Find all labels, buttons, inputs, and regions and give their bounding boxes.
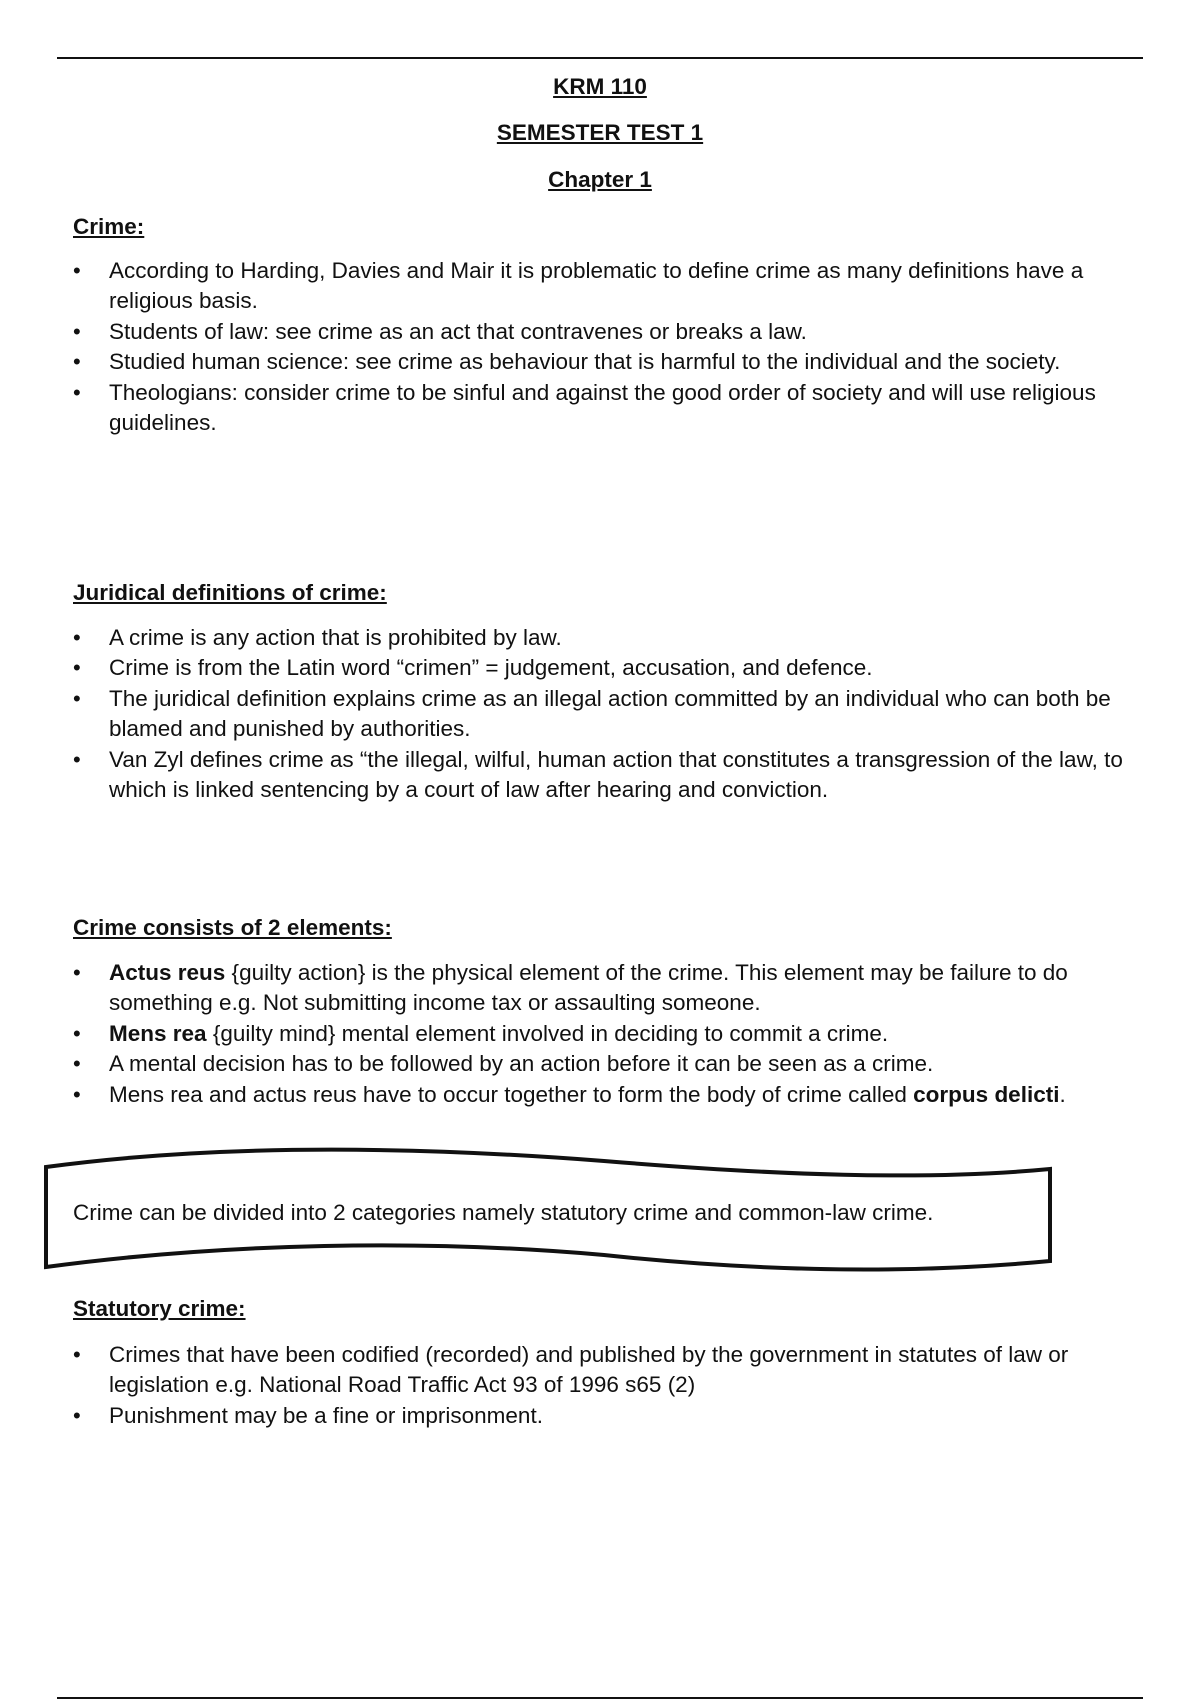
callout-text: Crime can be divided into 2 categories namely statutory crime and common-law crime. bbox=[73, 1200, 934, 1225]
list-item: • Crime is from the Latin word “crimen” = judgement, accusation, and defence. bbox=[73, 653, 1133, 683]
list-item: • A mental decision has to be followed by an action before it can be seen as a crime. bbox=[73, 1049, 1133, 1079]
course-code: KRM 110 bbox=[553, 74, 647, 99]
term-corpus-delicti: corpus delicti bbox=[913, 1081, 1060, 1107]
list-item: • Punishment may be a fine or imprisonment. bbox=[73, 1401, 1133, 1431]
list-item: • Studied human science: see crime as behaviour that is harmful to the individual and the society. bbox=[73, 347, 1133, 377]
actus-reus-text: {guilty action} is the physical element of the crime. This element may be failure to do something e.g. Not submitting income tax or assaulting someone. bbox=[109, 960, 1068, 1016]
list-item: • Students of law: see crime as an act that contravenes or breaks a law. bbox=[73, 317, 1133, 347]
test-title: SEMESTER TEST 1 bbox=[496, 120, 704, 145]
callout-box bbox=[44, 1145, 1054, 1285]
juridical-heading: Juridical definitions of crime: bbox=[73, 580, 387, 605]
elements-heading: Crime consists of 2 elements: bbox=[73, 915, 392, 940]
list-item bbox=[73, 1019, 1133, 1049]
corpus-delicti-end: . bbox=[1059, 1081, 1066, 1107]
term-mens-rea: Mens rea bbox=[109, 1020, 207, 1046]
statutory-heading: Statutory crime: bbox=[73, 1296, 246, 1321]
term-actus-reus: Actus reus bbox=[109, 960, 226, 985]
list-item bbox=[73, 1080, 1133, 1110]
mens-rea-text: {guilty mind} mental element involved in deciding to commit a crime. bbox=[206, 1020, 889, 1046]
chapter-title: Chapter 1 bbox=[548, 167, 652, 192]
list-item: • According to Harding, Davies and Mair it is problematic to define crime as many definitions have a religious basis. bbox=[73, 256, 1133, 317]
list-item: • Crimes that have been codified (recorded) and published by the government in statutes of law or legislation e.g. National Road Traffic Act 93 of 1996 s65 (2) bbox=[73, 1340, 1133, 1401]
top-rule bbox=[57, 57, 1143, 59]
elements-list bbox=[73, 958, 1133, 1110]
crime-list bbox=[73, 256, 1133, 438]
juridical-list bbox=[73, 623, 1133, 805]
list-item: • The juridical definition explains crime as an illegal action committed by an individual who can both be blamed and punished by authorities. bbox=[73, 684, 1133, 745]
list-item: • Theologians: consider crime to be sinful and against the good order of society and will use religious guidelines. bbox=[73, 378, 1133, 439]
list-item: • Van Zyl defines crime as “the illegal, wilful, human action that constitutes a transgression of the law, to which is linked sentencing by a court of law after hearing and conviction. bbox=[73, 745, 1133, 806]
list-item: • A crime is any action that is prohibited by law. bbox=[73, 623, 1133, 653]
statutory-list bbox=[73, 1340, 1133, 1431]
corpus-delicti-lead: Mens rea and actus reus have to occur together to form the body of crime called bbox=[109, 1081, 914, 1107]
list-item bbox=[73, 958, 1133, 1019]
bottom-rule bbox=[57, 1697, 1143, 1699]
crime-heading: Crime: bbox=[73, 214, 145, 239]
